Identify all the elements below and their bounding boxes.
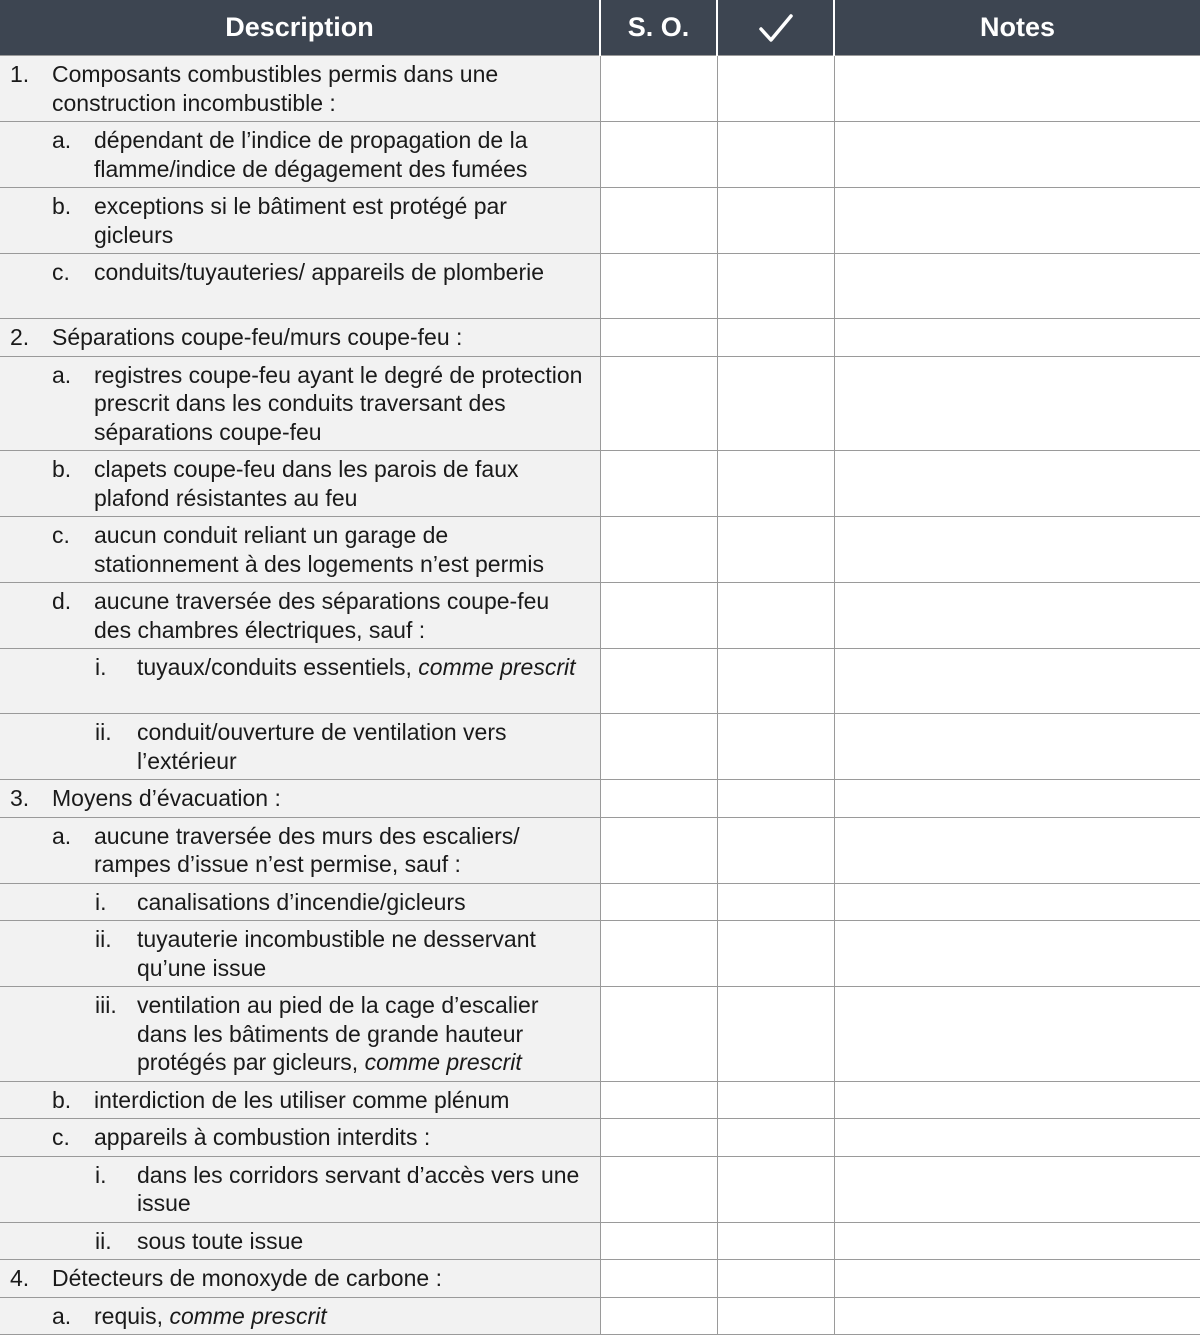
checklist-row: [0, 1222, 1200, 1260]
notes-cell[interactable]: [834, 319, 1200, 357]
row-description: [0, 1260, 600, 1298]
row-description: [0, 517, 600, 583]
notes-cell[interactable]: [834, 1222, 1200, 1260]
notes-cell[interactable]: [834, 714, 1200, 780]
notes-cell[interactable]: [834, 517, 1200, 583]
item-marker: c.: [52, 1124, 70, 1150]
row-description: [0, 254, 600, 319]
checklist-row: [0, 583, 1200, 649]
item-text: [52, 323, 592, 352]
row-description: [0, 1222, 600, 1260]
item-text-main: aucune traversée des murs des escaliers/ rampes d’issue n’est permise, sauf :: [94, 822, 520, 877]
checklist-row: [0, 921, 1200, 987]
item-text-main: dépendant de l’indice de propagation de la flamme/indice de dégagement des fumées: [94, 127, 528, 182]
check-cell[interactable]: [717, 188, 834, 254]
item-marker: c.: [52, 259, 70, 285]
item-text: [94, 455, 592, 512]
checklist-row: [0, 1119, 1200, 1157]
list-item: [0, 784, 592, 813]
check-cell[interactable]: [717, 1297, 834, 1335]
item-text: [137, 925, 592, 982]
so-cell[interactable]: [600, 987, 717, 1082]
item-marker: b.: [52, 456, 72, 482]
header-description: Description: [0, 0, 600, 56]
so-cell[interactable]: [600, 56, 717, 122]
checklist-row: [0, 356, 1200, 451]
notes-cell[interactable]: [834, 451, 1200, 517]
so-cell[interactable]: [600, 1156, 717, 1222]
checklist-row: [0, 188, 1200, 254]
check-cell[interactable]: [717, 649, 834, 714]
notes-cell[interactable]: [834, 122, 1200, 188]
so-cell[interactable]: [600, 1297, 717, 1335]
item-marker: a.: [52, 822, 72, 849]
so-cell[interactable]: [600, 122, 717, 188]
checklist-row: [0, 714, 1200, 780]
row-description: [0, 122, 600, 188]
item-text-main: interdiction de les utiliser comme plénum: [94, 1086, 510, 1113]
item-marker: 2.: [10, 324, 30, 350]
row-description: [0, 883, 600, 921]
item-marker: 1.: [10, 61, 30, 87]
item-text-main: dans les corridors servant d’accès vers une issue: [137, 1161, 580, 1216]
list-item: [0, 258, 592, 287]
item-text-main: exceptions si le bâtiment est protégé par gicleurs: [94, 193, 507, 248]
checklist-row: [0, 319, 1200, 357]
item-text-main: clapets coupe-feu dans les parois de faux plafond résistantes au feu: [94, 456, 519, 511]
checklist-row: [0, 1260, 1200, 1298]
item-text-main: aucun conduit reliant un garage de stationnement à des logements n’est permis: [94, 522, 545, 577]
notes-cell[interactable]: [834, 817, 1200, 883]
row-description: [0, 649, 600, 714]
so-cell[interactable]: [600, 517, 717, 583]
notes-cell[interactable]: [834, 780, 1200, 818]
item-text: [52, 1264, 592, 1293]
item-text-main: ventilation au pied de la cage d’escalier dans les bâtiments de grande hauteur protégés par gicleurs,: [137, 992, 539, 1075]
notes-cell[interactable]: [834, 1156, 1200, 1222]
check-cell[interactable]: [717, 122, 834, 188]
notes-cell[interactable]: [834, 356, 1200, 451]
item-text: [137, 1227, 592, 1256]
notes-cell[interactable]: [834, 1081, 1200, 1119]
so-cell[interactable]: [600, 451, 717, 517]
checklist-row: [0, 817, 1200, 883]
row-description: [0, 1156, 600, 1222]
item-text: [137, 1161, 592, 1218]
item-text-main: Moyens d’évacuation :: [52, 785, 281, 811]
item-marker: 4.: [10, 1265, 30, 1291]
item-text-main: sous toute issue: [137, 1227, 304, 1254]
check-cell[interactable]: [717, 883, 834, 921]
so-cell[interactable]: [600, 254, 717, 319]
item-text-main: registres coupe-feu ayant le degré de protection prescrit dans les conduits traversant des séparations coupe-feu: [94, 361, 583, 445]
so-cell[interactable]: [600, 817, 717, 883]
notes-cell[interactable]: [834, 583, 1200, 649]
list-item: [0, 718, 592, 775]
item-text: [94, 1086, 592, 1115]
item-text: [52, 60, 592, 117]
item-marker: ii.: [95, 719, 112, 745]
checklist-row: [0, 987, 1200, 1082]
so-cell[interactable]: [600, 319, 717, 357]
check-cell[interactable]: [717, 56, 834, 122]
check-cell[interactable]: [717, 356, 834, 451]
notes-cell[interactable]: [834, 1119, 1200, 1157]
check-cell[interactable]: [717, 780, 834, 818]
item-text: [137, 653, 592, 682]
check-cell[interactable]: [717, 254, 834, 319]
item-text: [94, 587, 592, 644]
row-description: [0, 451, 600, 517]
list-item: [0, 925, 592, 982]
so-cell[interactable]: [600, 649, 717, 714]
checklist-row: [0, 1081, 1200, 1119]
check-cell[interactable]: [717, 319, 834, 357]
item-text-main: requis,: [94, 1302, 170, 1329]
list-item: [0, 587, 592, 644]
notes-cell[interactable]: [834, 1297, 1200, 1335]
list-item: [0, 1123, 592, 1152]
item-text: [52, 784, 592, 813]
checklist-row: [0, 122, 1200, 188]
item-text-main: Détecteurs de monoxyde de carbone :: [52, 1265, 442, 1291]
item-text: [94, 1302, 592, 1331]
notes-cell[interactable]: [834, 56, 1200, 122]
item-marker: i.: [95, 1161, 107, 1188]
item-text-main: conduit/ouverture de ventilation vers l’extérieur: [137, 719, 507, 774]
checklist-row: [0, 254, 1200, 319]
check-cell[interactable]: [717, 714, 834, 780]
list-item: [0, 991, 592, 1077]
so-cell[interactable]: [600, 188, 717, 254]
list-item: [0, 822, 592, 879]
item-text-main: tuyaux/conduits essentiels,: [137, 654, 419, 680]
item-marker: a.: [52, 361, 72, 388]
row-description: [0, 817, 600, 883]
checklist-row: [0, 649, 1200, 714]
item-marker: c.: [52, 522, 70, 548]
row-description: [0, 987, 600, 1082]
so-cell[interactable]: [600, 1119, 717, 1157]
check-cell[interactable]: [717, 1156, 834, 1222]
header-row: [0, 0, 1200, 56]
item-marker: i.: [95, 888, 107, 915]
so-cell[interactable]: [600, 1222, 717, 1260]
checklist-row: [0, 56, 1200, 122]
checklist-row: [0, 517, 1200, 583]
check-icon: [758, 12, 794, 44]
header-notes: Notes: [834, 0, 1200, 56]
list-item: [0, 1302, 592, 1331]
item-text-main: canalisations d’incendie/gicleurs: [137, 888, 466, 915]
item-text: [94, 521, 592, 578]
item-text-main: aucune traversée des séparations coupe-feu des chambres électriques, sauf :: [94, 588, 550, 643]
item-text: [94, 192, 592, 249]
list-item: [0, 653, 592, 682]
so-cell[interactable]: [600, 921, 717, 987]
item-marker: b.: [52, 1086, 72, 1113]
row-description: [0, 188, 600, 254]
item-marker: ii.: [95, 1227, 112, 1254]
item-text-emphasis: comme prescrit: [169, 1302, 327, 1329]
item-text-main: tuyauterie incombustible ne desservant qu’une issue: [137, 926, 536, 981]
item-marker: b.: [52, 193, 72, 219]
item-text: [137, 888, 592, 917]
so-cell[interactable]: [600, 714, 717, 780]
item-text: [94, 258, 592, 287]
checklist-row: [0, 1156, 1200, 1222]
row-description: [0, 319, 600, 357]
checklist-row: [0, 1297, 1200, 1335]
check-cell[interactable]: [717, 583, 834, 649]
list-item: [0, 60, 592, 117]
item-text: [94, 1123, 592, 1152]
check-cell[interactable]: [717, 1119, 834, 1157]
list-item: [0, 521, 592, 578]
checklist-row: [0, 883, 1200, 921]
so-cell[interactable]: [600, 1081, 717, 1119]
item-text: [94, 361, 592, 447]
so-cell[interactable]: [600, 883, 717, 921]
list-item: [0, 323, 592, 352]
header-check: [717, 0, 834, 56]
check-cell[interactable]: [717, 1260, 834, 1298]
item-text-emphasis: comme prescrit: [364, 1049, 522, 1075]
so-cell[interactable]: [600, 780, 717, 818]
item-marker: d.: [52, 588, 72, 614]
check-cell[interactable]: [717, 817, 834, 883]
item-marker: a.: [52, 127, 72, 153]
so-cell[interactable]: [600, 1260, 717, 1298]
header-so: S. O.: [600, 0, 717, 56]
row-description: [0, 1297, 600, 1335]
item-marker: i.: [95, 654, 107, 680]
notes-cell[interactable]: [834, 1260, 1200, 1298]
notes-cell[interactable]: [834, 883, 1200, 921]
item-text-main: conduits/tuyauteries/ appareils de plomberie: [94, 259, 545, 285]
list-item: [0, 1227, 592, 1256]
row-description: [0, 1081, 600, 1119]
row-description: [0, 56, 600, 122]
list-item: [0, 1086, 592, 1115]
item-text: [137, 718, 592, 775]
checklist-row: [0, 780, 1200, 818]
notes-cell[interactable]: [834, 649, 1200, 714]
check-cell[interactable]: [717, 921, 834, 987]
item-marker: iii.: [95, 992, 117, 1018]
checklist-row: [0, 451, 1200, 517]
item-text-main: Séparations coupe-feu/murs coupe-feu :: [52, 324, 463, 350]
notes-cell[interactable]: [834, 188, 1200, 254]
row-description: [0, 583, 600, 649]
item-marker: 3.: [10, 785, 30, 811]
notes-cell[interactable]: [834, 254, 1200, 319]
item-text: [94, 126, 592, 183]
row-description: [0, 714, 600, 780]
item-text-main: appareils à combustion interdits :: [94, 1124, 431, 1150]
item-marker: a.: [52, 1302, 72, 1329]
row-description: [0, 356, 600, 451]
item-marker: ii.: [95, 926, 112, 952]
list-item: [0, 1264, 592, 1293]
list-item: [0, 1161, 592, 1218]
notes-cell[interactable]: [834, 921, 1200, 987]
item-text: [137, 991, 592, 1077]
check-cell[interactable]: [717, 1081, 834, 1119]
list-item: [0, 361, 592, 447]
check-cell[interactable]: [717, 1222, 834, 1260]
row-description: [0, 921, 600, 987]
list-item: [0, 192, 592, 249]
check-cell[interactable]: [717, 987, 834, 1082]
item-text-emphasis: comme prescrit: [418, 654, 576, 680]
row-description: [0, 780, 600, 818]
item-text: [94, 822, 592, 879]
so-cell[interactable]: [600, 356, 717, 451]
check-cell[interactable]: [717, 517, 834, 583]
notes-cell[interactable]: [834, 987, 1200, 1082]
list-item: [0, 126, 592, 183]
check-cell[interactable]: [717, 451, 834, 517]
list-item: [0, 888, 592, 917]
item-text-main: Composants combustibles permis dans une construction incombustible :: [52, 61, 499, 116]
list-item: [0, 455, 592, 512]
so-cell[interactable]: [600, 583, 717, 649]
row-description: [0, 1119, 600, 1157]
